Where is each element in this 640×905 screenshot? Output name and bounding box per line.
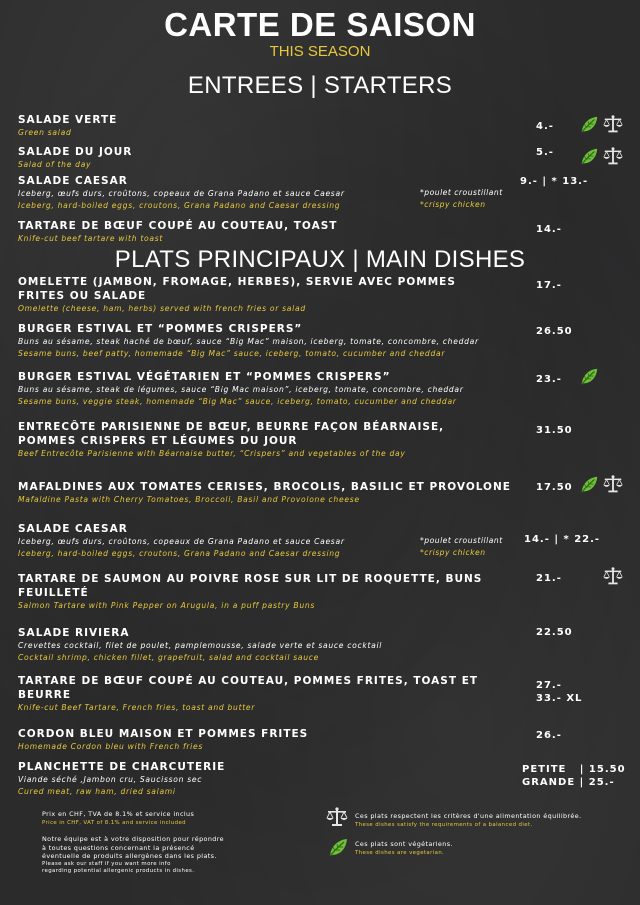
item-name-line2: FEUILLETÉ bbox=[18, 587, 89, 599]
item-description-en: Iceberg, hard-boiled eggs, croutons, Grana Padano and Caesar dressing bbox=[18, 201, 341, 210]
item-description-en: Beef Entrecôte Parisienne with Béarnaise butter, “Crispers” and vegetables of the day bbox=[18, 449, 406, 458]
item-name-line1: OMELETTE (JAMBON, FROMAGE, HERBES), SERVIE AVEC POMMES bbox=[18, 276, 456, 288]
item-price-petite: PETITE | 15.50 bbox=[522, 764, 626, 775]
vegetarian-leaf-icon bbox=[326, 836, 350, 860]
item-name: SALADE CAESAR bbox=[18, 523, 128, 535]
item-price: 26.50 bbox=[536, 326, 573, 337]
footer-notes bbox=[42, 810, 272, 875]
item-price: 27.- bbox=[536, 680, 562, 691]
price-note-en: Price in CHF, VAT of 8.1% and service included bbox=[42, 819, 187, 826]
legend-vegetarian-en: These dishes are vegetarian. bbox=[355, 849, 445, 856]
menu-item-salade-caesar-starter bbox=[18, 174, 528, 212]
allergen-note-en-line1: Please ask our staff if you want more info bbox=[42, 860, 171, 867]
item-name-line1: TARTARE DE SAUMON AU POIVRE ROSE SUR LIT DE ROQUETTE, BUNS bbox=[18, 573, 483, 585]
menu-item-salade-riviera bbox=[18, 626, 528, 664]
balanced-scale-icon bbox=[602, 566, 624, 588]
item-name-line2: BEURRE bbox=[18, 689, 72, 701]
item-name-line2: FRITES OU SALADE bbox=[18, 290, 147, 302]
section-title-mains: PLATS PRINCIPAUX | MAIN DISHES bbox=[114, 246, 526, 273]
item-name: MAFALDINES AUX TOMATES CERISES, BROCOLIS, BASILIC ET PROVOLONE bbox=[18, 481, 511, 493]
item-description-fr: Crevettes cocktail, filet de poulet, pamplemousse, salade verte et sauce cocktail bbox=[18, 641, 383, 650]
item-price: 23.- bbox=[536, 374, 562, 385]
menu-item-tartare-boeuf-main bbox=[18, 674, 528, 714]
item-description-fr: Buns au sésame, steak de légumes, sauce “Big Mac maison”, iceberg, tomate, concombre, cheddar bbox=[18, 385, 464, 394]
menu-item-omelette bbox=[18, 275, 528, 315]
item-price: 14.- bbox=[536, 224, 562, 235]
item-description-en: Omelette (cheese, ham, herbs) served with french fries or salad bbox=[18, 304, 306, 313]
item-description-en: Salad of the day bbox=[18, 160, 92, 169]
item-price: 14.- | * 22.- bbox=[524, 534, 601, 545]
price-note-fr: Prix en CHF, TVA de 8.1% et service inclus bbox=[42, 810, 195, 818]
item-description-en: Iceberg, hard-boiled eggs, croutons, Grana Padano and Caesar dressing bbox=[18, 549, 341, 558]
legend-balanced-fr: Ces plats respectent les critères d'une alimentation équilibrée. bbox=[355, 812, 582, 820]
menu-item-tartare-boeuf-starter bbox=[18, 219, 528, 245]
menu-item-planchette bbox=[18, 760, 528, 798]
item-option-fr: *poulet croustillant bbox=[420, 188, 503, 197]
vegetarian-leaf-icon bbox=[578, 366, 600, 388]
item-name: SALADE CAESAR bbox=[18, 175, 128, 187]
item-name: SALADE DU JOUR bbox=[18, 146, 133, 158]
item-description-en: Sesame buns, veggie steak, homemade “Big Mac” sauce, iceberg, tomato, cucumber and cheddar bbox=[18, 397, 457, 406]
item-price: 4.- bbox=[536, 121, 554, 132]
legend-balanced bbox=[355, 812, 635, 829]
item-name: BURGER ESTIVAL ET “POMMES CRISPERS” bbox=[18, 323, 303, 335]
item-description-fr: Iceberg, œufs durs, croûtons, copeaux de Grana Padano et sauce Caesar bbox=[18, 537, 345, 546]
item-description-en: Green salad bbox=[18, 128, 72, 137]
item-description-fr: Iceberg, œufs durs, croûtons, copeaux de Grana Padano et sauce Caesar bbox=[18, 189, 345, 198]
allergen-note-fr-line1: Notre équipe est à votre disposition pour répondre bbox=[42, 835, 224, 843]
menu-item-salade-caesar-main bbox=[18, 522, 528, 560]
balanced-scale-icon bbox=[602, 114, 624, 136]
item-name: CORDON BLEU MAISON ET POMMES FRITES bbox=[18, 728, 309, 740]
item-name: PLANCHETTE DE CHARCUTERIE bbox=[18, 761, 226, 773]
item-name: TARTARE DE BŒUF COUPÉ AU COUTEAU, TOAST bbox=[18, 220, 338, 232]
menu-subtitle: THIS SEASON bbox=[269, 43, 371, 60]
allergen-note-fr-line2: à toutes questions concernant la présencé bbox=[42, 843, 195, 852]
item-description-en: Mafaldine Pasta with Cherry Tomatoes, Broccoli, Basil and Provolone cheese bbox=[18, 495, 360, 504]
item-option-en: *crispy chicken bbox=[420, 200, 486, 209]
item-option-fr: *poulet croustillant bbox=[420, 536, 503, 545]
balanced-scale-icon bbox=[602, 474, 624, 496]
item-name: SALADE RIVIERA bbox=[18, 627, 130, 639]
item-option-en: *crispy chicken bbox=[420, 548, 486, 557]
item-price: 9.- | * 13.- bbox=[520, 176, 589, 187]
item-description-fr: Viande séché ,Jambon cru, Saucisson sec bbox=[18, 775, 203, 784]
item-description-en: Salmon Tartare with Pink Pepper on Arugula, in a puff pastry Buns bbox=[18, 601, 315, 610]
vegetarian-leaf-icon bbox=[578, 474, 600, 496]
item-name: SALADE VERTE bbox=[18, 114, 118, 126]
allergen-note-fr-line3: éventuelle de produits allergènes dans les plats. bbox=[42, 852, 217, 860]
menu-item-burger-estival bbox=[18, 322, 528, 360]
item-description-fr: Buns au sésame, steak haché de bœuf, sauce “Big Mac” maison, iceberg, tomate, concombre, cheddar bbox=[18, 337, 479, 346]
vegetarian-leaf-icon bbox=[578, 114, 600, 136]
item-description-en: Homemade Cordon bleu with French fries bbox=[18, 742, 204, 751]
menu-item-mafaldines bbox=[18, 480, 538, 506]
menu-item-tartare-saumon bbox=[18, 572, 528, 612]
vegetarian-leaf-icon bbox=[578, 146, 600, 168]
balanced-scale-icon bbox=[325, 806, 349, 830]
legend-vegetarian-fr: Ces plats sont végétariens. bbox=[355, 840, 453, 848]
item-price: 26.- bbox=[536, 730, 562, 741]
item-name-line1: ENTRECÔTE PARISIENNE DE BŒUF, BEURRE FAÇON BÉARNAISE, bbox=[18, 421, 445, 433]
item-price: 17.50 bbox=[536, 482, 573, 493]
item-name-line1: TARTARE DE BŒUF COUPÉ AU COUTEAU, POMMES FRITES, TOAST ET bbox=[18, 675, 479, 687]
menu-item-burger-vegetarien bbox=[18, 370, 528, 408]
legend-vegetarian bbox=[355, 840, 635, 857]
menu-item-cordon-bleu bbox=[18, 727, 528, 753]
allergen-note-en-line2: regarding potential allergenic products in dishes. bbox=[42, 867, 195, 874]
menu-item-salade-verte bbox=[18, 113, 528, 139]
item-price-grande: GRANDE | 25.- bbox=[522, 777, 615, 788]
item-name: BURGER ESTIVAL VÉGÉTARIEN ET “POMMES CRISPERS” bbox=[18, 371, 391, 383]
item-price: 22.50 bbox=[536, 627, 573, 638]
legend-balanced-en: These dishes satisfy the requirements of a balanced diet. bbox=[355, 821, 533, 828]
item-description-en: Sesame buns, beef patty, homemade “Big Mac” sauce, iceberg, tomato, cucumber and cheddar bbox=[18, 349, 446, 358]
item-price: 31.50 bbox=[536, 425, 573, 436]
item-description-en: Cured meat, raw ham, dried salami bbox=[18, 787, 176, 796]
menu-item-salade-du-jour bbox=[18, 145, 528, 171]
balanced-scale-icon bbox=[602, 146, 624, 168]
menu-title: CARTE DE SAISON bbox=[164, 6, 476, 43]
item-price: 5.- bbox=[536, 147, 554, 158]
item-description-en: Knife-cut Beef Tartare, French fries, toast and butter bbox=[18, 703, 256, 712]
item-price: 21.- bbox=[536, 573, 562, 584]
item-price: 17.- bbox=[536, 280, 562, 291]
item-description-en: Knife-cut beef tartare with toast bbox=[18, 234, 164, 243]
item-description-en: Cocktail shrimp, chicken fillet, grapefruit, salad and cocktail sauce bbox=[18, 653, 320, 662]
menu-item-entrecote bbox=[18, 420, 528, 460]
item-name-line2: POMMES CRISPERS ET LÉGUMES DU JOUR bbox=[18, 435, 298, 447]
section-title-starters: ENTREES | STARTERS bbox=[187, 72, 453, 99]
item-price-xl: 33.- XL bbox=[536, 693, 583, 704]
